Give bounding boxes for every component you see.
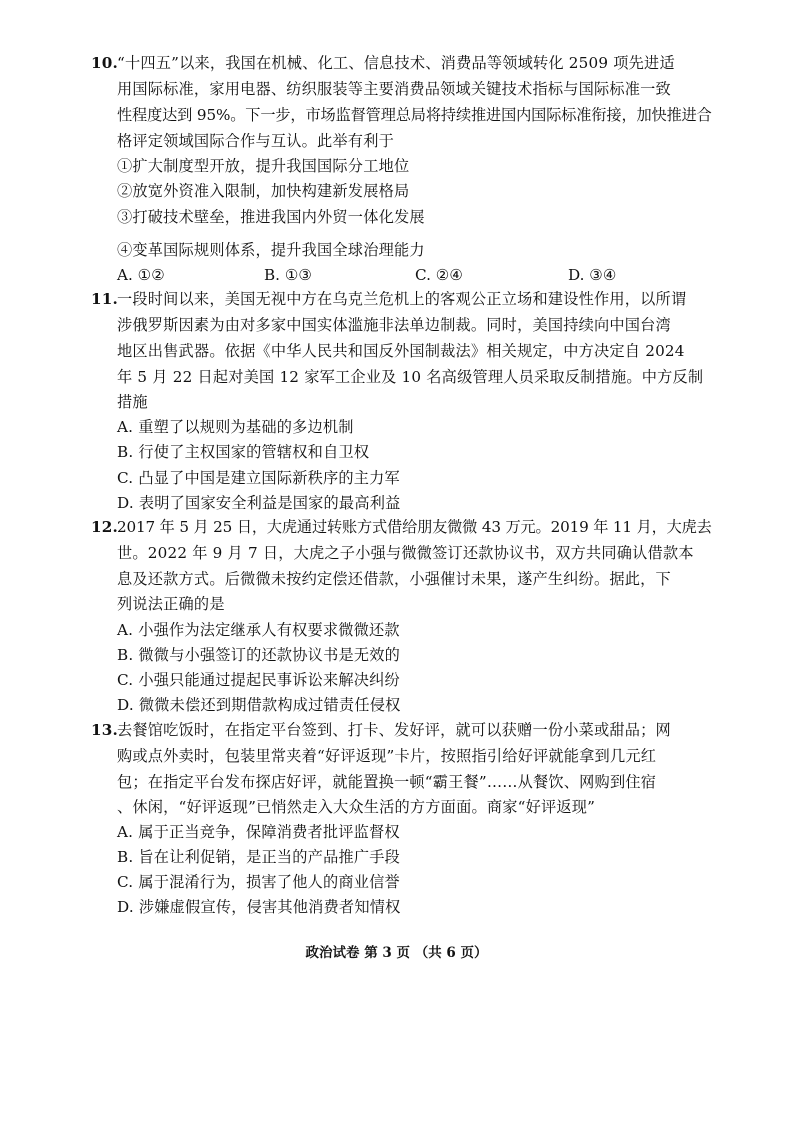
question-number: 10. (91, 54, 119, 72)
question-stem-line: 世。2022 年 9 月 7 日，大虎之子小强与微微签订还款协议书，双方共同确认借款本 (117, 544, 694, 562)
option-d: D. 表明了国家安全利益是国家的最高利益 (117, 494, 401, 512)
question-stem-line: 一段时间以来，美国无视中方在乌克兰危机上的客观公正立场和建设性作用，以所谓 (117, 290, 687, 308)
choice-d: D. ③④ (568, 266, 617, 284)
option-c: C. 小强只能通过提起民事诉讼来解决纠纷 (117, 671, 400, 689)
question-stem-line: 年 5 月 22 日起对美国 12 家军工企业及 10 名高级管理人员采取反制措施。中方反制 (117, 368, 704, 386)
question-stem-line: 息及还款方式。后微微未按约定偿还借款，小强催讨未果，遂产生纠纷。据此，下 (117, 570, 671, 588)
option-d: D. 微微未偿还到期借款构成过错责任侵权 (117, 696, 401, 714)
option-b: B. 旨在让利促销，是正当的产品推广手段 (117, 848, 401, 866)
question-stem-line: 去餐馆吃饭时，在指定平台签到、打卡、发好评，就可以获赠一份小菜或甜品；网 (117, 721, 671, 739)
option-a: A. 小强作为法定继承人有权要求微微还款 (117, 621, 400, 639)
question-stem-line: “十四五”以来，我国在机械、化工、信息技术、消费品等领域转化 2509 项先进适 (117, 54, 675, 72)
statement-4: ④变革国际规则体系，提升我国全球治理能力 (117, 241, 425, 259)
question-stem-line: 、休闲，“好评返现”已悄然走入大众生活的方方面面。商家“好评返现” (117, 798, 596, 816)
option-c: C. 属于混淆行为，损害了他人的商业信誉 (117, 873, 400, 891)
option-a: A. 属于正当竞争，保障消费者批评监督权 (117, 823, 400, 841)
question-number: 11. (91, 290, 119, 308)
page-footer: 政治试卷 第 3 页 （共 6 页） (305, 945, 488, 961)
question-stem-line: 包；在指定平台发布探店好评，就能置换一顿“霸王餐”……从餐饮、网购到住宿 (117, 773, 657, 791)
question-stem-line: 地区出售武器。依据《中华人民共和国反外国制裁法》相关规定，中方决定自 2024 (117, 342, 685, 360)
question-stem-line: 购或点外卖时，包装里常夹着“好评返现”卡片，按照指引给好评就能拿到几元红 (117, 747, 657, 765)
statement-3: ③打破技术壁垒，推进我国内外贸一体化发展 (117, 208, 425, 226)
option-b: B. 行使了主权国家的管辖权和自卫权 (117, 443, 370, 461)
question-stem-line: 性程度达到 95%。下一步，市场监督管理总局将持续推进国内国际标准衔接，加快推进合 (117, 106, 712, 124)
choice-b: B. ①③ (264, 266, 313, 284)
question-stem-line: 列说法正确的是 (117, 595, 225, 613)
question-stem-line: 格评定领域国际合作与互认。此举有利于 (117, 132, 394, 150)
choice-c: C. ②④ (415, 266, 463, 284)
choice-a: A. ①② (117, 266, 165, 284)
option-c: C. 凸显了中国是建立国际新秩序的主力军 (117, 469, 400, 487)
statement-2: ②放宽外资准入限制，加快构建新发展格局 (117, 182, 410, 200)
statement-1: ①扩大制度型开放，提升我国国际分工地位 (117, 157, 410, 175)
question-number: 12. (91, 518, 119, 536)
option-d: D. 涉嫌虚假宣传，侵害其他消费者知情权 (117, 898, 401, 916)
question-number: 13. (91, 721, 119, 739)
option-a: A. 重塑了以规则为基础的多边机制 (117, 418, 354, 436)
question-stem-line: 措施 (117, 393, 148, 411)
option-b: B. 微微与小强签订的还款协议书是无效的 (117, 646, 401, 664)
question-stem-line: 2017 年 5 月 25 日，大虎通过转账方式借给朋友微微 43 万元。2019 年 11 月，大虎去 (117, 518, 712, 536)
question-stem-line: 涉俄罗斯因素为由对多家中国实体滥施非法单边制裁。同时，美国持续向中国台湾 (117, 316, 671, 334)
question-stem-line: 用国际标准，家用电器、纺织服装等主要消费品领域关键技术指标与国际标准一致 (117, 80, 671, 98)
